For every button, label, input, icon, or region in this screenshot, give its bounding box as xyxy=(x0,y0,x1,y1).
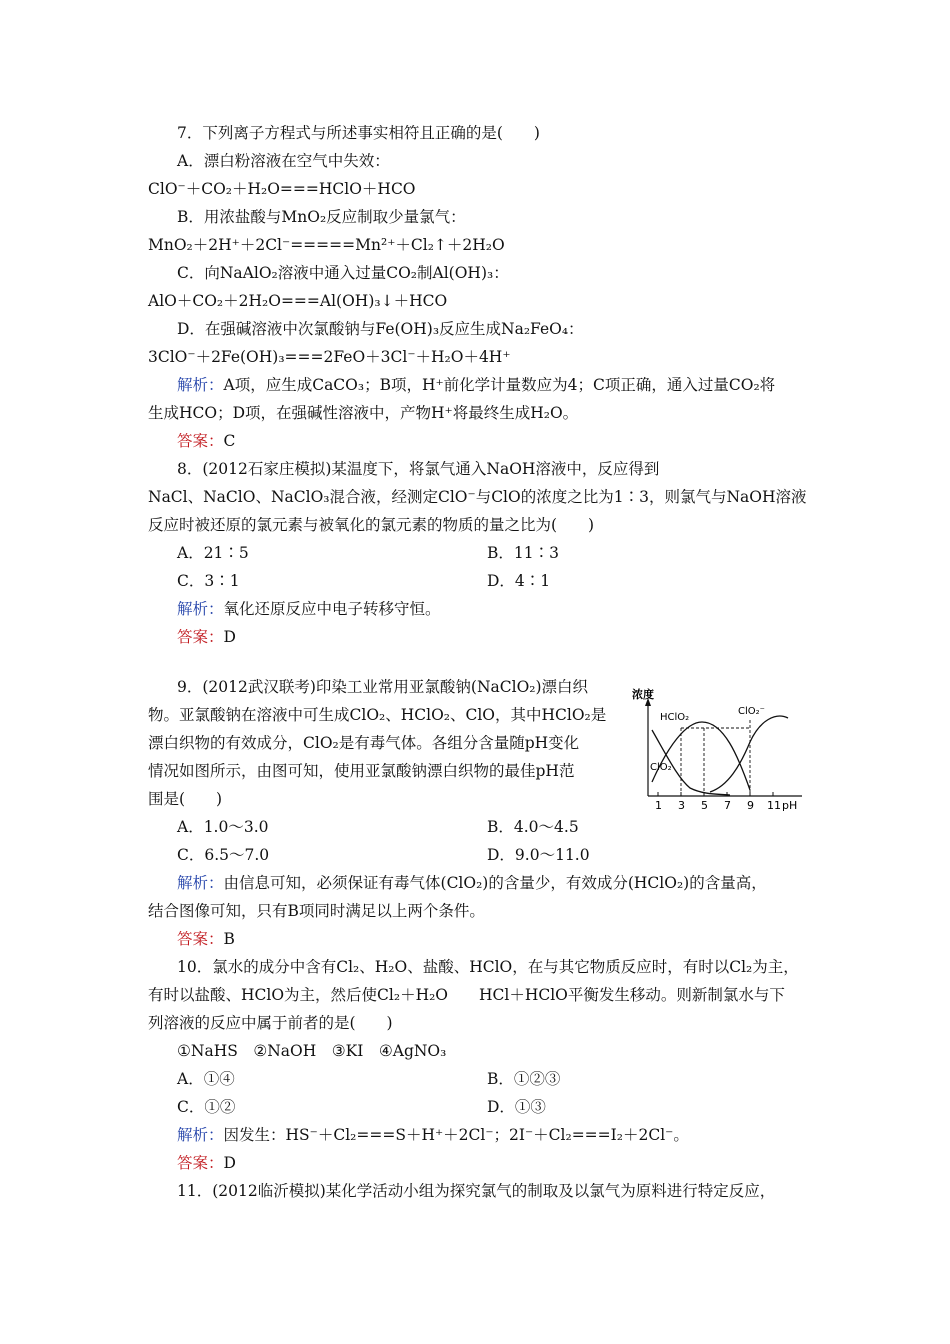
q7-option-d: D．在强碱溶液中次氯酸钠与Fe(OH)₃反应生成Na₂FeO₄： xyxy=(177,320,584,338)
analysis-text: A项，应生成CaCO₃；B项，H⁺前化学计量数应为4；C项正确，通入过量CO₂将 xyxy=(223,376,776,394)
x-tick-label: 11 xyxy=(767,799,781,812)
q9-option-d: D．9.0～11.0 xyxy=(487,846,590,864)
concentration-ph-graph xyxy=(630,686,808,814)
clo2-minus-label: ClO₂⁻ xyxy=(738,706,765,717)
q9-analysis-line2: 结合图像可知，只有B项同时满足以上两个条件。 xyxy=(148,902,485,920)
q8-option-c: C．3∶1 xyxy=(177,572,240,590)
q10-option-d: D．①③ xyxy=(487,1098,546,1116)
x-axis-label: pH xyxy=(782,799,798,812)
q9-option-b: B．4.0～4.5 xyxy=(487,818,579,836)
q9-stem-line2: 物。亚氯酸钠在溶液中可生成ClO₂、HClO₂、ClO，其中HClO₂是 xyxy=(148,706,607,724)
answer-label: 答案： xyxy=(177,930,224,948)
q10-answer xyxy=(177,1153,236,1173)
q9-analysis-line1 xyxy=(177,873,767,893)
q9-stem-line4: 情况如图所示，由图可知，使用亚氯酸钠漂白织物的最佳pH范 xyxy=(148,762,575,780)
q10-stem-line1: 10．氯水的成分中含有Cl₂、H₂O、盐酸、HClO，在与其它物质反应时，有时以Cl₂为主， xyxy=(177,958,799,976)
q7-analysis-line2: 生成HCO；D项，在强碱性溶液中，产物H⁺将最终生成H₂O。 xyxy=(148,404,579,422)
answer-value: D xyxy=(223,628,236,646)
answer-value: B xyxy=(223,930,235,948)
answer-value: D xyxy=(223,1154,236,1172)
analysis-text: 因发生：HS⁻＋Cl₂===S＋H⁺＋2Cl⁻；2I⁻＋Cl₂===I₂＋2Cl⁻。 xyxy=(223,1126,689,1144)
q8-stem-line3: 反应时被还原的氯元素与被氧化的氯元素的物质的量之比为( ) xyxy=(148,516,595,534)
x-tick-label: 1 xyxy=(655,799,662,812)
answer-label: 答案： xyxy=(177,1154,224,1172)
q7-answer xyxy=(177,431,235,451)
q10-stem-line3: 列溶液的反应中属于前者的是( ) xyxy=(148,1014,393,1032)
q9-option-c: C．6.5～7.0 xyxy=(177,846,270,864)
q7-option-b: B．用浓盐酸与MnO₂反应制取少量氯气： xyxy=(177,208,466,226)
q7-option-c: C．向NaAlO₂溶液中通入过量CO₂制Al(OH)₃： xyxy=(177,264,509,282)
q8-answer xyxy=(177,627,236,647)
q8-option-a: A．21∶5 xyxy=(177,544,249,562)
answer-label: 答案： xyxy=(177,432,224,450)
q8-option-d: D．4∶1 xyxy=(487,572,551,590)
x-tick-label: 9 xyxy=(747,799,754,812)
q7-option-a-equation: ClO⁻＋CO₂＋H₂O===HClO＋HCO xyxy=(148,180,416,198)
q10-option-a: A．①④ xyxy=(177,1070,235,1088)
q8-stem-line2: NaCl、NaClO、NaClO₃混合液，经测定ClO⁻与ClO的浓度之比为1∶3，则氯气与NaOH溶液 xyxy=(148,488,807,506)
q10-option-c: C．①② xyxy=(177,1098,236,1116)
answer-value: C xyxy=(223,432,236,450)
analysis-text: 氧化还原反应中电子转移守恒。 xyxy=(223,600,441,618)
q7-analysis-line1 xyxy=(177,375,775,395)
x-tick-label: 3 xyxy=(678,799,685,812)
q9-answer xyxy=(177,929,235,949)
q7-stem: 7．下列离子方程式与所述事实相符且正确的是( ) xyxy=(177,124,540,142)
q8-analysis xyxy=(177,599,441,619)
x-tick-label: 7 xyxy=(724,799,731,812)
q10-reagent-list: ①NaHS ②NaOH ③KI ④AgNO₃ xyxy=(177,1042,447,1060)
x-tick-label: 5 xyxy=(701,799,708,812)
hclo2-label: HClO₂ xyxy=(660,712,690,723)
q7-option-c-equation: AlO＋CO₂＋2H₂O===Al(OH)₃↓＋HCO xyxy=(148,292,448,310)
clo2-label: ClO₂ xyxy=(650,762,672,773)
q8-option-b: B．11∶3 xyxy=(487,544,559,562)
y-axis-label: 浓度 xyxy=(632,688,654,701)
q10-stem-line2: 有时以盐酸、HClO为主，然后使Cl₂＋H₂O HCl＋HClO平衡发生移动。则新制氯水与下 xyxy=(148,986,785,1004)
q11-stem-line1: 11．(2012临沂模拟)某化学活动小组为探究氯气的制取及以氯气为原料进行特定反应， xyxy=(177,1182,776,1200)
analysis-label: 解析： xyxy=(177,874,224,892)
q8-stem-line1: 8．(2012石家庄模拟)某温度下，将氯气通入NaOH溶液中，反应得到 xyxy=(177,460,660,478)
q9-stem-line3: 漂白织物的有效成分，ClO₂是有毒气体。各组分含量随pH变化 xyxy=(148,734,580,752)
answer-label: 答案： xyxy=(177,628,224,646)
q9-stem-line1: 9．(2012武汉联考)印染工业常用亚氯酸钠(NaClO₂)漂白织 xyxy=(177,678,589,696)
concentration-ph-figure xyxy=(630,686,808,814)
analysis-label: 解析： xyxy=(177,376,224,394)
q10-analysis xyxy=(177,1125,689,1145)
analysis-label: 解析： xyxy=(177,1126,224,1144)
analysis-label: 解析： xyxy=(177,600,224,618)
q7-option-a: A．漂白粉溶液在空气中失效： xyxy=(177,152,390,170)
clo2-minus-curve xyxy=(710,716,788,792)
q10-option-b: B．①②③ xyxy=(487,1070,561,1088)
q9-option-a: A．1.0～3.0 xyxy=(177,818,269,836)
q9-stem-line5: 围是( ) xyxy=(148,790,223,808)
analysis-text: 由信息可知，必须保证有毒气体(ClO₂)的含量少，有效成分(HClO₂)的含量高， xyxy=(223,874,767,892)
q7-option-d-equation: 3ClO⁻＋2Fe(OH)₃===2FeO＋3Cl⁻＋H₂O＋4H⁺ xyxy=(148,348,511,366)
q7-option-b-equation: MnO₂＋2H⁺＋2Cl⁻=====Mn²⁺＋Cl₂↑＋2H₂O xyxy=(148,236,505,254)
